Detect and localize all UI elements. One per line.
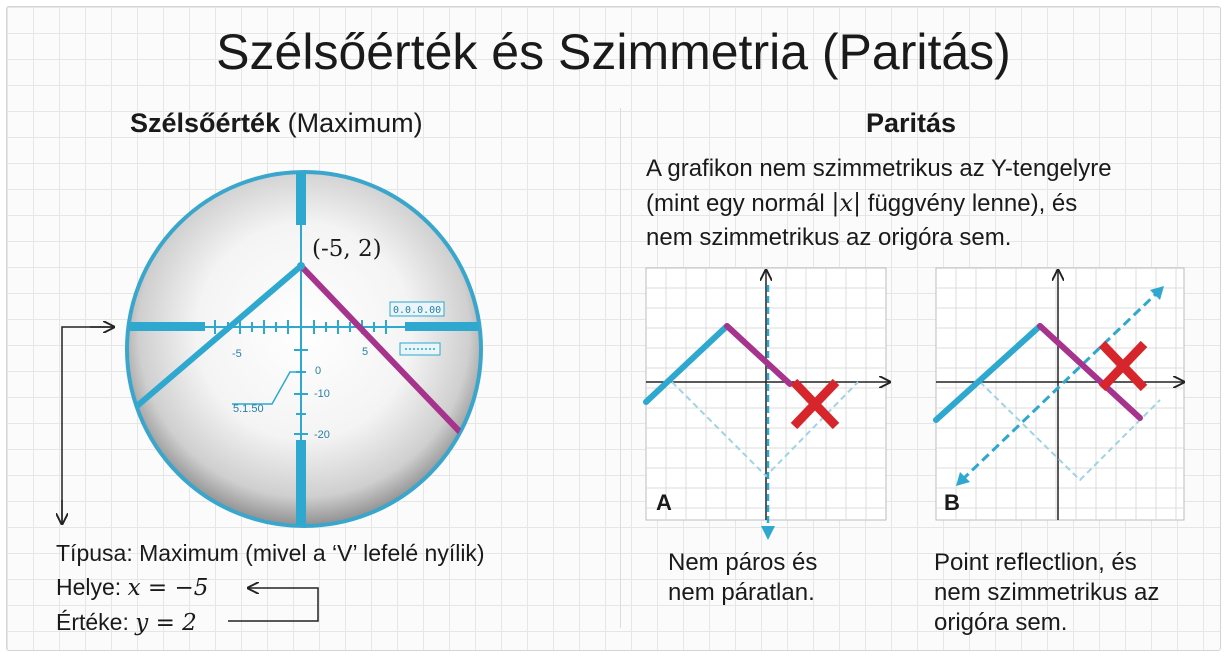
tick-label-0: 0	[315, 365, 322, 377]
parity-desc-line-2b: függvény lenne), és	[861, 190, 1078, 217]
max-point	[297, 262, 305, 270]
graph-b-label: B	[944, 490, 960, 515]
tick-label-neg5: -5	[232, 348, 242, 360]
graph-a-mirror-arrow	[761, 526, 775, 540]
graph-b	[936, 268, 1184, 520]
crosshair-left	[110, 322, 205, 331]
max-point-label: (-5, 2)	[312, 236, 382, 262]
tick-label-minus20: -20	[314, 429, 330, 441]
graph-a-caption-line-2: nem páratlan.	[668, 579, 815, 606]
graph-b-caption-line-2: nem szimmetrikus az	[934, 579, 1160, 606]
left-bracket-line	[62, 327, 114, 522]
parity-heading: Paritás	[866, 108, 957, 138]
page-title: Szélsőérték és Szimmetria (Paritás)	[216, 24, 1011, 80]
graph-a	[646, 268, 890, 540]
callout-value: 5.1.50	[233, 403, 264, 415]
tick-label-minus10: -10	[314, 388, 330, 400]
crosshair-top	[296, 150, 306, 225]
extremum-info	[56, 536, 485, 640]
crosshair-bottom	[296, 440, 306, 535]
parity-desc-line-1: A grafikon nem szimmetrikus az Y-tengelyre	[646, 155, 1112, 182]
extremum-type-line: Típusa: Maximum (mivel a ‘V’ lefelé nyílik)	[56, 540, 485, 566]
tick-label-5: 5	[362, 346, 369, 358]
graph-b-caption	[934, 548, 1159, 638]
graph-a-label: A	[656, 490, 672, 515]
extremum-position-line	[56, 570, 485, 605]
extremum-value-line	[56, 605, 485, 640]
scope-lens	[110, 150, 500, 535]
crosshair-right	[405, 322, 500, 331]
parity-desc-line-3: nem szimmetrikus az origóra sem.	[646, 224, 1012, 251]
position-prefix: Helye:	[56, 574, 128, 600]
value-prefix: Értéke:	[56, 609, 136, 635]
parity-desc-line-2a: (mint egy normál	[646, 190, 832, 217]
graph-b-caption-line-3: origóra sem.	[934, 609, 1068, 636]
abs-x-math: |x|	[831, 189, 862, 217]
display-top-value: 0.0.0.00	[393, 305, 442, 316]
graph-a-caption-line-1: Nem páros és	[668, 549, 818, 576]
value-math: y = 2	[135, 610, 197, 636]
extremum-heading-rest: (Maximum)	[280, 108, 423, 138]
position-math: x = −5	[127, 575, 209, 601]
graph-b-caption-line-1: Point reflectlion, és	[934, 549, 1137, 576]
graph-a-caption	[668, 548, 817, 608]
extremum-heading-bold: Szélsőérték	[130, 108, 281, 138]
